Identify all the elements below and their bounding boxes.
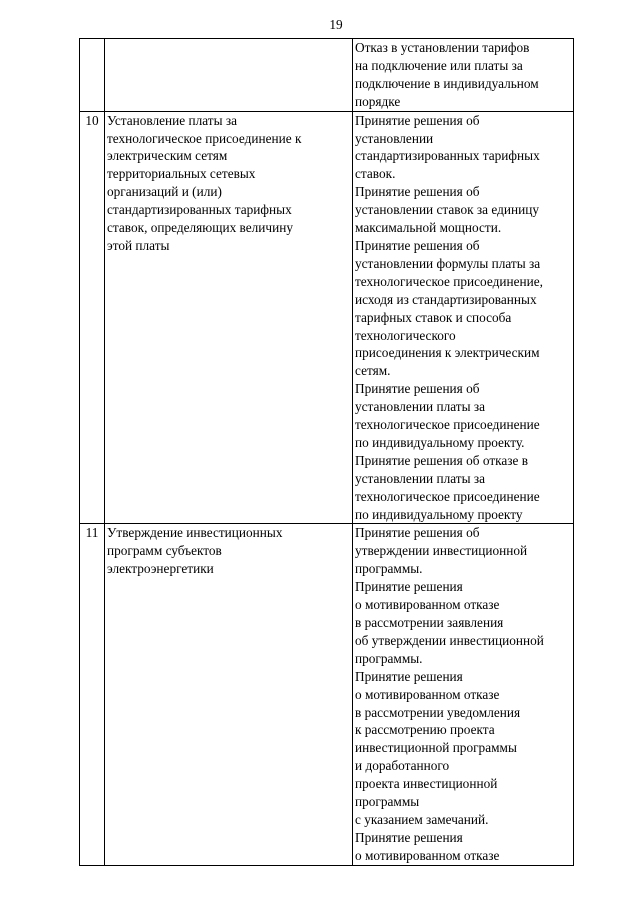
decision-line: и доработанного <box>355 758 450 774</box>
decision-line: стандартизированных тарифных <box>355 148 540 164</box>
decision-line: Принятие решения об <box>355 525 480 541</box>
decision-line: Отказ в установлении тарифов <box>355 40 530 55</box>
decision-line: об утверждении инвестиционной <box>355 632 544 648</box>
decision-line: Принятие решения об отказе в <box>355 452 529 468</box>
service-name-line: технологическое присоединение к <box>107 130 302 146</box>
decision-line: о мотивированном отказе <box>355 686 500 702</box>
decision-line: исходя из стандартизированных <box>355 291 537 307</box>
service-name-line: этой платы <box>107 237 170 253</box>
decision-line: проекта инвестиционной <box>355 776 498 792</box>
decision-line: Принятие решения об <box>355 184 480 200</box>
decision-line: программы. <box>355 650 423 666</box>
decision-line: Принятие решения <box>355 668 463 684</box>
service-name-line: электрическим сетям <box>107 148 228 164</box>
decision-line: по индивидуальному проекту <box>355 506 523 522</box>
decision-line: программы. <box>355 561 423 577</box>
decision-line: сетям. <box>355 363 391 379</box>
table-row <box>80 111 574 524</box>
service-name-line: электроэнергетики <box>107 561 214 577</box>
decision-cell <box>353 39 574 112</box>
decision-line: подключение в индивидуальном <box>355 75 539 91</box>
decision-line: программы <box>355 794 420 810</box>
service-name-line: Утверждение инвестиционных <box>107 525 283 541</box>
decision-line: установлении формулы платы за <box>355 255 541 271</box>
decision-cell <box>353 524 574 865</box>
decision-line: к рассмотрению проекта <box>355 722 495 738</box>
decision-line: технологическое присоединение <box>355 417 540 433</box>
decision-line: тарифных ставок и способа <box>355 309 512 325</box>
decision-line: Принятие решения об <box>355 112 480 128</box>
service-name-line: программ субъектов <box>107 543 222 559</box>
row-number: 10 <box>85 112 99 128</box>
service-name-cell <box>105 111 353 524</box>
decision-line: технологическое присоединение, <box>355 273 543 289</box>
decision-line: в рассмотрении заявления <box>355 615 504 630</box>
row-number-cell <box>80 39 105 112</box>
decision-line: технологическое присоединение <box>355 488 540 504</box>
decision-cell <box>353 111 574 524</box>
decision-line: о мотивированном отказе <box>355 847 500 863</box>
decision-line: установлении платы за <box>355 470 486 486</box>
service-name-line: территориальных сетевых <box>107 166 256 182</box>
row-number: 11 <box>85 525 99 541</box>
decision-line: присоединения к электрическим <box>355 345 540 361</box>
decision-line: установлении платы за <box>355 399 486 415</box>
table-row <box>80 524 574 865</box>
decision-line: Принятие решения <box>355 579 463 595</box>
decision-line: Принятие решения <box>355 829 463 845</box>
decision-line: установлении <box>355 130 434 146</box>
row-number-cell <box>80 111 105 524</box>
service-name-line: Установление платы за <box>107 112 237 128</box>
decision-line: о мотивированном отказе <box>355 597 500 613</box>
decision-line: Принятие решения об <box>355 237 480 253</box>
decision-line: максимальной мощности. <box>355 220 502 236</box>
decisions-table <box>79 38 574 866</box>
decision-line: Принятие решения об <box>355 381 480 397</box>
service-name-line: ставок, определяющих величину <box>107 220 293 236</box>
service-name-cell <box>105 39 353 112</box>
decision-line: установлении ставок за единицу <box>355 202 539 218</box>
decision-line: ставок. <box>355 166 396 182</box>
service-name-line: организаций и (или) <box>107 184 222 200</box>
page-number: 19 <box>329 17 343 32</box>
decision-line: на подключение или платы за <box>355 57 523 73</box>
table-body <box>80 39 574 866</box>
decision-line: в рассмотрении уведомления <box>355 704 521 720</box>
decision-line: порядке <box>355 93 401 109</box>
decision-line: с указанием замечаний. <box>355 811 489 827</box>
decision-line: по индивидуальному проекту. <box>355 434 525 450</box>
service-name-line: стандартизированных тарифных <box>107 202 292 218</box>
service-name-cell <box>105 524 353 865</box>
decision-line: технологического <box>355 327 456 343</box>
table-row <box>80 39 574 112</box>
decision-line: утверждении инвестиционной <box>355 543 528 559</box>
decision-line: инвестиционной программы <box>355 740 517 756</box>
row-number-cell <box>80 524 105 865</box>
